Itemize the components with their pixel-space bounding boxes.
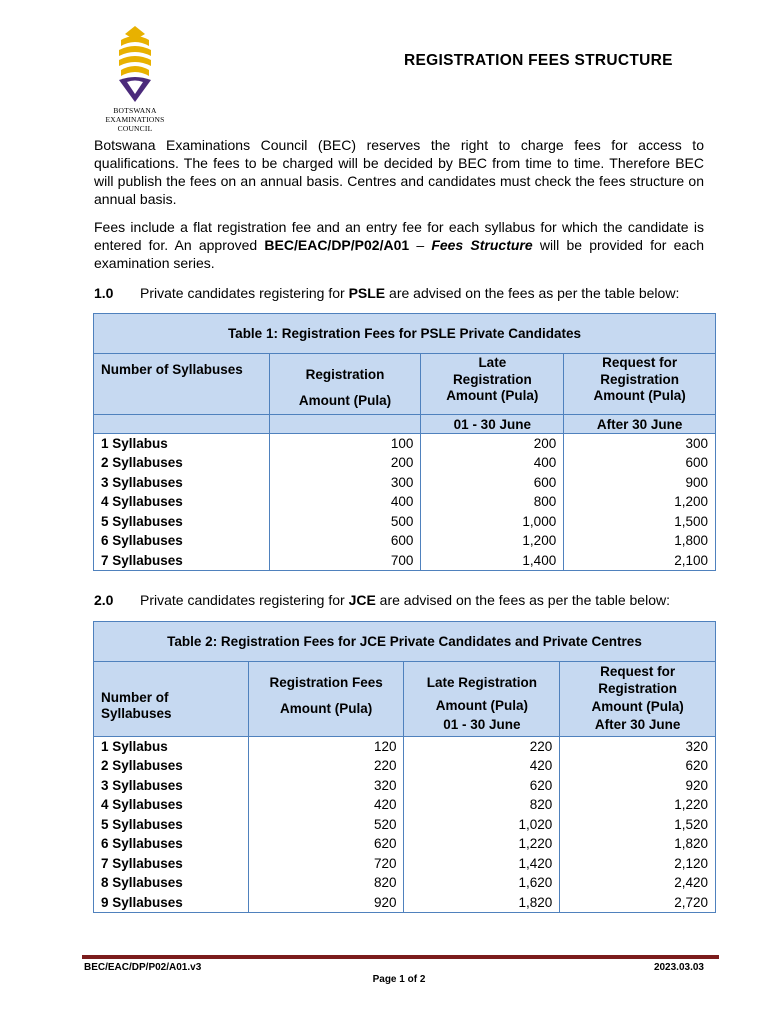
- request-amount-cell: 1,200: [564, 492, 716, 512]
- section-2-number: 2.0: [94, 592, 114, 608]
- registration-amount-cell: 200: [269, 453, 421, 473]
- request-amount-cell: 2,720: [560, 893, 716, 913]
- section-2-text-b: are advised on the fees as per the table below:: [375, 592, 670, 608]
- request-amount-cell: 1,220: [560, 795, 716, 815]
- t1-row: [94, 492, 716, 512]
- t1-header-syllabuses: Number of Syllabuses: [94, 354, 270, 415]
- t2-h4-line1: Request for: [600, 664, 676, 679]
- p2-fees-structure: Fees Structure: [431, 237, 533, 253]
- syllabus-count-cell: 3 Syllabuses: [94, 473, 270, 493]
- section-2-text-a: Private candidates registering for: [140, 592, 349, 608]
- document-title: REGISTRATION FEES STRUCTURE: [404, 52, 673, 69]
- syllabus-count-cell: 1 Syllabus: [94, 434, 270, 454]
- t2-header-registration: [248, 662, 404, 737]
- late-amount-cell: 820: [404, 795, 560, 815]
- request-amount-cell: 1,820: [560, 834, 716, 854]
- late-amount-cell: 1,400: [421, 551, 564, 571]
- request-amount-cell: 600: [564, 453, 716, 473]
- section-1-exam: PSLE: [348, 285, 386, 301]
- registration-amount-cell: 100: [269, 434, 421, 454]
- t2-h2-line1: Registration Fees: [269, 675, 383, 690]
- t2-h1-line1: Number of: [101, 690, 169, 705]
- t1-header-request: [564, 354, 716, 415]
- bec-crest-icon: [113, 24, 157, 104]
- t1-h4-line3: Amount (Pula): [593, 388, 686, 403]
- registration-amount-cell: 920: [248, 893, 404, 913]
- syllabus-count-cell: 2 Syllabuses: [94, 453, 270, 473]
- late-amount-cell: 400: [421, 453, 564, 473]
- footer-page-number: Page 1 of 2: [372, 974, 426, 985]
- t2-h1-line2: Syllabuses: [101, 706, 172, 721]
- t2-h3-line1: Late Registration: [426, 675, 537, 690]
- registration-amount-cell: 600: [269, 531, 421, 551]
- t1-h3-line3: Amount (Pula): [446, 388, 539, 403]
- t2-header-late: [404, 662, 560, 737]
- request-amount-cell: 920: [560, 776, 716, 796]
- syllabus-count-cell: 4 Syllabuses: [94, 795, 249, 815]
- syllabus-count-cell: 1 Syllabus: [94, 737, 249, 757]
- registration-amount-cell: 420: [248, 795, 404, 815]
- registration-amount-cell: 720: [248, 854, 404, 874]
- section-1-number: 1.0: [94, 285, 114, 301]
- t1-h4-line2: Registration: [600, 371, 679, 387]
- logo-line-1: BOTSWANA: [113, 106, 157, 115]
- psle-fees-table: [93, 313, 716, 571]
- request-amount-cell: 320: [560, 737, 716, 757]
- syllabus-count-cell: 7 Syllabuses: [94, 551, 270, 571]
- t2-row: [94, 756, 716, 776]
- syllabus-count-cell: 2 Syllabuses: [94, 756, 249, 776]
- t1-row: [94, 453, 716, 473]
- t2-h2-line2: Amount (Pula): [279, 701, 373, 716]
- t2-row: [94, 854, 716, 874]
- footer-date: 2023.03.03: [653, 962, 704, 973]
- t1-row: [94, 512, 716, 532]
- t1-subheader-empty-1: [94, 415, 270, 434]
- request-amount-cell: 300: [564, 434, 716, 454]
- p2-text-a: Fees include a flat registration fee and an entry fee for each syllabus for which the candidate is entered for. An approved: [94, 219, 704, 253]
- intro-paragraph-2: [94, 218, 704, 272]
- t2-h3-line3: 01 - 30 June: [443, 717, 521, 732]
- logo-line-2: EXAMINATIONS: [105, 115, 165, 124]
- syllabus-count-cell: 6 Syllabuses: [94, 834, 249, 854]
- p2-dash: –: [409, 237, 432, 253]
- t1-body: [94, 434, 716, 571]
- t2-h3-line2: Amount (Pula): [435, 698, 528, 713]
- syllabus-count-cell: 6 Syllabuses: [94, 531, 270, 551]
- t1-h4-line1: Request for: [602, 355, 678, 370]
- t1-row: [94, 551, 716, 571]
- late-amount-cell: 1,000: [421, 512, 564, 532]
- syllabus-count-cell: 9 Syllabuses: [94, 893, 249, 913]
- table-2-caption: Table 2: Registration Fees for JCE Private Candidates and Private Centres: [94, 622, 716, 662]
- registration-amount-cell: 700: [269, 551, 421, 571]
- t1-h2-line1: Registration: [305, 367, 385, 382]
- late-amount-cell: 800: [421, 492, 564, 512]
- request-amount-cell: 1,500: [564, 512, 716, 532]
- late-amount-cell: 1,420: [404, 854, 560, 874]
- logo-text: [96, 106, 174, 133]
- t2-row: [94, 873, 716, 893]
- late-amount-cell: 1,620: [404, 873, 560, 893]
- footer-rule: [82, 955, 719, 959]
- registration-amount-cell: 620: [248, 834, 404, 854]
- t2-row: [94, 795, 716, 815]
- late-amount-cell: 1,820: [404, 893, 560, 913]
- t2-row: [94, 776, 716, 796]
- late-amount-cell: 1,220: [404, 834, 560, 854]
- p2-text-b: will be provided for each examination series.: [94, 237, 704, 271]
- t1-row: [94, 434, 716, 454]
- request-amount-cell: 1,520: [560, 815, 716, 835]
- t1-h3-line2: Registration: [452, 371, 532, 387]
- syllabus-count-cell: 7 Syllabuses: [94, 854, 249, 874]
- t1-subheader-request-period: After 30 June: [564, 415, 716, 434]
- syllabus-count-cell: 3 Syllabuses: [94, 776, 249, 796]
- p2-document-code: BEC/EAC/DP/P02/A01: [264, 237, 410, 253]
- late-amount-cell: 220: [404, 737, 560, 757]
- t2-header-request: [560, 662, 716, 737]
- t2-row: [94, 737, 716, 757]
- section-1-text-b: are advised on the fees as per the table below:: [385, 285, 680, 301]
- late-amount-cell: 600: [421, 473, 564, 493]
- registration-amount-cell: 320: [248, 776, 404, 796]
- jce-fees-table: [93, 621, 716, 913]
- registration-amount-cell: 220: [248, 756, 404, 776]
- syllabus-count-cell: 4 Syllabuses: [94, 492, 270, 512]
- request-amount-cell: 900: [564, 473, 716, 493]
- logo-line-3: COUNCIL: [117, 124, 153, 133]
- t2-body: [94, 737, 716, 913]
- t2-header-syllabuses: [94, 662, 249, 737]
- registration-amount-cell: 500: [269, 512, 421, 532]
- late-amount-cell: 200: [421, 434, 564, 454]
- t1-row: [94, 473, 716, 493]
- t2-row: [94, 815, 716, 835]
- intro-paragraph-1: Botswana Examinations Council (BEC) reserves the right to charge fees for access to qualifications. The fees to be charged will be decided by BEC from time to time. Therefore BEC will publish the fees on an annual basis. Centres and candidates must check the fees structure on annual basis.: [94, 137, 704, 207]
- t2-h4-line2: Registration: [598, 680, 677, 696]
- t1-h3-line1: Late: [478, 355, 507, 370]
- registration-amount-cell: 820: [248, 873, 404, 893]
- registration-amount-cell: 520: [248, 815, 404, 835]
- syllabus-count-cell: 8 Syllabuses: [94, 873, 249, 893]
- late-amount-cell: 620: [404, 776, 560, 796]
- syllabus-count-cell: 5 Syllabuses: [94, 512, 270, 532]
- request-amount-cell: 620: [560, 756, 716, 776]
- late-amount-cell: 1,200: [421, 531, 564, 551]
- table-1-caption: Table 1: Registration Fees for PSLE Private Candidates: [94, 314, 716, 354]
- footer-document-code: BEC/EAC/DP/P02/A01.v3: [84, 962, 202, 973]
- registration-amount-cell: 400: [269, 492, 421, 512]
- t2-row: [94, 893, 716, 913]
- section-1-text-a: Private candidates registering for: [140, 285, 349, 301]
- request-amount-cell: 2,420: [560, 873, 716, 893]
- section-1-heading: [94, 284, 679, 302]
- late-amount-cell: 1,020: [404, 815, 560, 835]
- t1-header-registration: [269, 354, 421, 415]
- t1-h2-line2: Amount (Pula): [298, 393, 392, 408]
- registration-amount-cell: 300: [269, 473, 421, 493]
- t1-row: [94, 531, 716, 551]
- t1-subheader-empty-2: [269, 415, 421, 434]
- request-amount-cell: 1,800: [564, 531, 716, 551]
- request-amount-cell: 2,100: [564, 551, 716, 571]
- section-2-heading: [94, 591, 670, 609]
- syllabus-count-cell: 5 Syllabuses: [94, 815, 249, 835]
- t2-h4-line4: After 30 June: [594, 717, 681, 732]
- bec-logo: [96, 24, 174, 133]
- t1-subheader-late-period: 01 - 30 June: [421, 415, 564, 434]
- t1-header-late: [421, 354, 564, 415]
- request-amount-cell: 2,120: [560, 854, 716, 874]
- registration-amount-cell: 120: [248, 737, 404, 757]
- t2-row: [94, 834, 716, 854]
- t2-h4-line3: Amount (Pula): [591, 699, 684, 714]
- section-2-exam: JCE: [348, 592, 376, 608]
- late-amount-cell: 420: [404, 756, 560, 776]
